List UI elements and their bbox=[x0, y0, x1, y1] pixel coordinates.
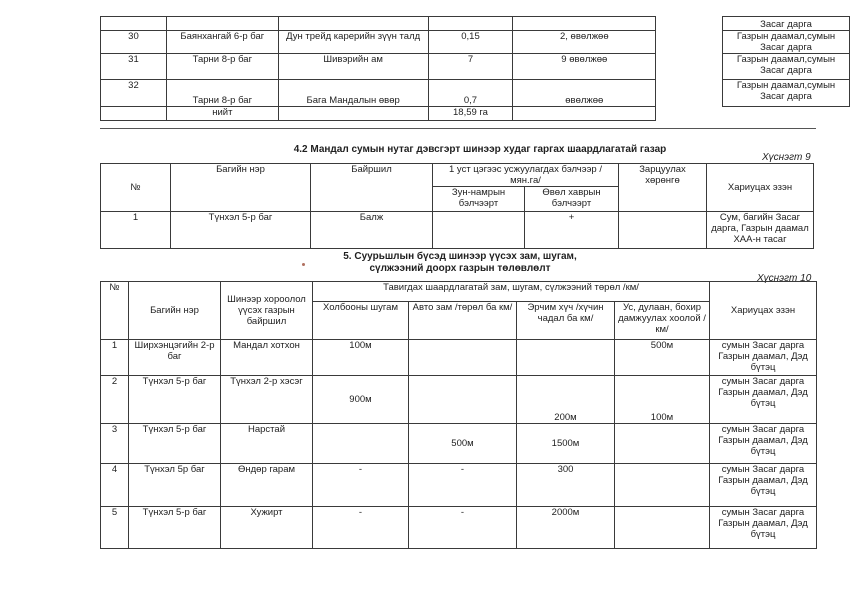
cell-location: Шивэрийн ам bbox=[278, 54, 428, 80]
table-header-row bbox=[101, 282, 817, 302]
cell-power: 2000м bbox=[517, 507, 615, 549]
cell-bag: Баянхангай 6-р баг bbox=[166, 31, 278, 54]
cell-no: 3 bbox=[101, 424, 129, 464]
cell-summer bbox=[433, 212, 525, 249]
cell-bag: Түнхэл 5-р баг bbox=[129, 376, 221, 424]
cell-area bbox=[428, 17, 513, 31]
cell-responsible: сумын Засаг дарга Газрын даамал, Дэд бүтэц bbox=[710, 424, 817, 464]
cell-responsible: сумын Засаг дарга Газрын даамал, Дэд бүтэц bbox=[710, 340, 817, 376]
cell-location: Мандал хотхон bbox=[221, 340, 313, 376]
cell-bag: Түнхэл 5-р баг bbox=[129, 507, 221, 549]
cell-telecom: - bbox=[313, 464, 409, 507]
total-row bbox=[101, 107, 850, 121]
pasture-table-continued bbox=[100, 16, 850, 121]
header-location: Байршил bbox=[311, 164, 433, 212]
cell-period bbox=[513, 17, 656, 31]
cell-bag: Тарни 8-р баг bbox=[166, 80, 278, 107]
cell-telecom: 100м bbox=[313, 340, 409, 376]
cell-pipes bbox=[615, 464, 710, 507]
cell-gap bbox=[656, 80, 723, 107]
well-table bbox=[100, 163, 814, 249]
cell-responsible: сумын Засаг дарга Газрын даамал, Дэд бүтэц bbox=[710, 464, 817, 507]
cell-no: 32 bbox=[101, 80, 167, 107]
header-responsible: Хариуцах эзэн bbox=[710, 282, 817, 340]
cell-area: 0,7 bbox=[428, 80, 513, 107]
cell-no bbox=[101, 17, 167, 31]
table-row bbox=[101, 80, 850, 107]
table-row bbox=[101, 17, 850, 31]
cell-no: 5 bbox=[101, 507, 129, 549]
cell-no: 1 bbox=[101, 340, 129, 376]
cell-location: Түнхэл 2-р хэсэг bbox=[221, 376, 313, 424]
cell-location: Хужирт bbox=[221, 507, 313, 549]
cell-location: Бага Мандалын өвөр bbox=[278, 80, 428, 107]
cell-location: Балж bbox=[311, 212, 433, 249]
infrastructure-table bbox=[100, 281, 817, 549]
header-road: Авто зам /төрөл ба км/ bbox=[409, 302, 517, 340]
cell-gap bbox=[656, 107, 723, 121]
cell-road: - bbox=[409, 507, 517, 549]
cell-location: Өндөр гарам bbox=[221, 464, 313, 507]
header-group: Тавигдах шаардлагатай зам, шугам, сүлжээний төрөл /км/ bbox=[313, 282, 710, 302]
cell-bag: Түнхэл 5-р баг bbox=[171, 212, 311, 249]
cell-power bbox=[517, 340, 615, 376]
cell-no: 4 bbox=[101, 464, 129, 507]
cell-funding bbox=[619, 212, 707, 249]
cell-pipes: 500м bbox=[615, 340, 710, 376]
cell-bag: Түнхэл 5-р баг bbox=[129, 424, 221, 464]
table-row bbox=[101, 424, 817, 464]
cell-period bbox=[513, 107, 656, 121]
section-5-title-line2: сүлжээний доорх газрын төлөвлөлт bbox=[369, 263, 551, 274]
cell-road: 500м bbox=[409, 424, 517, 464]
table-row bbox=[101, 464, 817, 507]
cell-pipes bbox=[615, 507, 710, 549]
total-label: нийт bbox=[166, 107, 278, 121]
table-10-label: Хүснэгт 10 bbox=[757, 273, 812, 284]
header-power: Эрчим хүч /хүчин чадал ба км/ bbox=[517, 302, 615, 340]
cell-bag: Ширхэнцэгийн 2-р баг bbox=[129, 340, 221, 376]
cell-period: 2, өвөлжөө bbox=[513, 31, 656, 54]
header-location: Шинээр хороолол үүсэх газрын байршил bbox=[221, 282, 313, 340]
cell-responsible: Газрын даамал,сумын Засаг дарга bbox=[723, 80, 850, 107]
cell-winter: + bbox=[525, 212, 619, 249]
cell-bag: Тарни 8-р баг bbox=[166, 54, 278, 80]
cell-gap bbox=[656, 31, 723, 54]
cell-location bbox=[278, 107, 428, 121]
header-no: № bbox=[101, 164, 171, 212]
cell-location: Дун трейд карерийн зүүн талд bbox=[278, 31, 428, 54]
divider bbox=[100, 128, 816, 129]
cell-telecom: - bbox=[313, 507, 409, 549]
total-value: 18,59 га bbox=[428, 107, 513, 121]
header-need-winter: Өвөл хаврын бэлчээрт bbox=[525, 187, 619, 212]
cell-telecom: 900м bbox=[313, 376, 409, 424]
cell-bag: Түнхэл 5р баг bbox=[129, 464, 221, 507]
header-no: № bbox=[101, 282, 129, 340]
cell-period: 9 өвөлжөө bbox=[513, 54, 656, 80]
cell-responsible: сумын Засаг дарга Газрын даамал, Дэд бүтэц bbox=[710, 507, 817, 549]
header-need-summer: Зун-намрын бэлчээрт bbox=[433, 187, 525, 212]
section-5-title-line1: 5. Суурьшлын бүсэд шинээр үүсэх зам, шугам, bbox=[343, 251, 577, 262]
cell-no bbox=[101, 107, 167, 121]
header-responsible: Хариуцах эзэн bbox=[707, 164, 814, 212]
cell-pipes: 100м bbox=[615, 376, 710, 424]
cell-pipes bbox=[615, 424, 710, 464]
section-4-2-title: 4.2 Мандал сумын нутаг дэвсгэрт шинээр худаг гаргах шаардлагатай газар bbox=[293, 144, 667, 155]
table-row bbox=[101, 31, 850, 54]
cell-location: Нарстай bbox=[221, 424, 313, 464]
header-telecom: Холбооны шугам bbox=[313, 302, 409, 340]
cell-no: 2 bbox=[101, 376, 129, 424]
cell-power: 300 bbox=[517, 464, 615, 507]
table-row bbox=[101, 212, 814, 249]
header-pipes: Ус, дулаан, бохир дамжуулах хоолой /км/ bbox=[615, 302, 710, 340]
cell-no: 31 bbox=[101, 54, 167, 80]
table-header-row bbox=[101, 164, 814, 187]
cell-responsible: Газрын даамал,сумын Засаг дарга bbox=[723, 54, 850, 80]
cell-responsible: Газрын даамал,сумын Засаг дарга bbox=[723, 31, 850, 54]
table-row bbox=[101, 507, 817, 549]
cell-area: 7 bbox=[428, 54, 513, 80]
cell-road bbox=[409, 340, 517, 376]
header-funding: Зарцуулах хөрөнгө bbox=[619, 164, 707, 212]
cell-power: 200м bbox=[517, 376, 615, 424]
header-bag: Багийн нэр bbox=[129, 282, 221, 340]
table-9-label: Хүснэгт 9 bbox=[762, 152, 811, 163]
cell-period: өвөлжөө bbox=[513, 80, 656, 107]
cell-responsible: Сум, багийн Засаг дарга, Газрын даамал ХАА-н тасаг bbox=[707, 212, 814, 249]
cell-no: 1 bbox=[101, 212, 171, 249]
cell-gap bbox=[656, 17, 723, 31]
section-5-title bbox=[300, 251, 620, 275]
cell-power: 1500м bbox=[517, 424, 615, 464]
cell-area: 0,15 bbox=[428, 31, 513, 54]
table-row bbox=[101, 54, 850, 80]
table-row bbox=[101, 340, 817, 376]
header-need: 1 уст цэгээс усжуулагдах бэлчээр /мян.га/ bbox=[433, 164, 619, 187]
cell-road: - bbox=[409, 464, 517, 507]
cell-responsible: Засаг дарга bbox=[723, 17, 850, 31]
cell-responsible: сумын Засаг дарга Газрын даамал, Дэд бүтэц bbox=[710, 376, 817, 424]
cell-responsible bbox=[723, 107, 850, 121]
cell-bag bbox=[166, 17, 278, 31]
cell-no: 30 bbox=[101, 31, 167, 54]
cell-road bbox=[409, 376, 517, 424]
cell-gap bbox=[656, 54, 723, 80]
cell-location bbox=[278, 17, 428, 31]
header-bag: Багийн нэр bbox=[171, 164, 311, 212]
table-row bbox=[101, 376, 817, 424]
cell-telecom bbox=[313, 424, 409, 464]
